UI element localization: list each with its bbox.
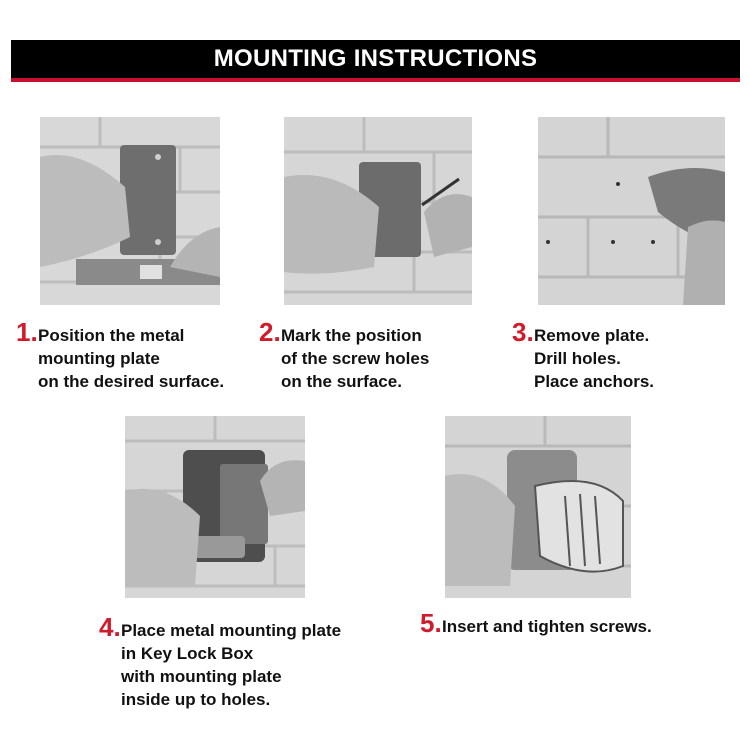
step-4-text: [99, 612, 342, 711]
step-1-number: 1.: [16, 317, 38, 347]
step-2-text: [259, 317, 430, 393]
step-5-photo: [445, 416, 631, 598]
step-2-photo: [284, 117, 472, 305]
step-4-number: 4.: [99, 612, 121, 642]
page-title: MOUNTING INSTRUCTIONS: [213, 45, 538, 72]
step-3-line-2: Drill holes.: [534, 349, 621, 368]
step-2-line-2: of the screw holes: [281, 349, 430, 368]
step-4-line-1: Place metal mounting plate: [121, 621, 342, 640]
step-5-number: 5.: [420, 608, 442, 638]
step-3-line-3: Place anchors.: [534, 372, 655, 391]
step-1-line-2: mounting plate: [38, 349, 160, 368]
step-3-photo: [538, 117, 725, 305]
title-banner-stripe: [11, 78, 740, 82]
step-5-text: [420, 608, 652, 638]
step-3-line-1: Remove plate.: [534, 326, 650, 345]
step-4-line-4: inside up to holes.: [121, 690, 271, 709]
step-3-text: [512, 317, 655, 393]
step-4-line-2: in Key Lock Box: [121, 644, 254, 663]
step-5-line-1: Insert and tighten screws.: [442, 617, 652, 636]
step-2-line-1: Mark the position: [281, 326, 422, 345]
step-1-line-3: on the desired surface.: [38, 372, 225, 391]
step-3-number: 3.: [512, 317, 534, 347]
step-1-text: [16, 317, 225, 393]
step-1-photo: [40, 117, 220, 305]
step-4-photo: [125, 416, 305, 598]
step-1-line-1: Position the metal: [38, 326, 185, 345]
step-4-line-3: with mounting plate: [121, 667, 282, 686]
step-2-number: 2.: [259, 317, 281, 347]
step-2-line-3: on the surface.: [281, 372, 402, 391]
